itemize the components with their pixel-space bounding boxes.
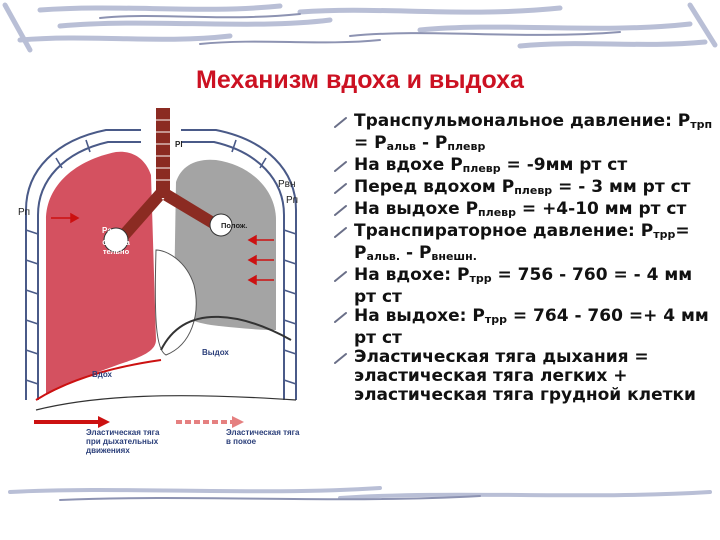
label-p-alv: Рa — [102, 226, 112, 235]
bullet-item — [334, 307, 714, 348]
label-p-vn: Рвн — [278, 179, 296, 190]
bullet-subscript: плевр — [447, 140, 486, 153]
bullet-icon — [334, 182, 348, 194]
label-vdoh: Вдох — [92, 370, 112, 379]
bullet-text: На вдохе Р — [354, 155, 463, 175]
bullet-icon — [334, 160, 348, 172]
bullet-text: На вдохе: Р — [354, 265, 470, 285]
bullet-subscript: внешн. — [431, 250, 477, 263]
bullet-text: = 756 - 760 = - 4 мм рт ст — [354, 265, 693, 307]
bullet-icon — [334, 204, 348, 216]
decorative-top-border — [0, 0, 720, 62]
bullet-text: Эластическая тяга дыхания = эластическая тяга легких + эластическая тяга грудной клетки — [354, 347, 696, 405]
bullet-subscript: трп — [690, 118, 713, 131]
bullet-icon — [334, 116, 348, 128]
slide-title: Механизм вдоха и выдоха — [196, 66, 524, 94]
bullet-icon — [334, 311, 348, 323]
bullet-text: - Р — [416, 133, 448, 153]
bullet-text: Перед вдохом Р — [354, 177, 515, 197]
legend-arrow-rest — [176, 416, 244, 428]
bullet-icon — [334, 270, 348, 282]
bullet-text: = +4-10 мм рт ст — [515, 199, 687, 219]
bullet-subscript: трр — [469, 272, 492, 285]
label-p-left: Рп — [18, 207, 31, 218]
bullet-text: Р — [677, 111, 691, 131]
bullet-text: Транспираторное давление: — [354, 221, 641, 241]
bullet-item — [334, 178, 714, 200]
decorative-bottom-border — [0, 478, 720, 540]
bullet-item — [334, 266, 714, 307]
lung-diagram — [16, 100, 316, 480]
bullet-subscript: плевр — [462, 162, 501, 175]
legend-label-resp: Эластическая тяга при дыхательных движениях — [86, 428, 160, 455]
label-otritsatelno: Отрица тельно — [102, 238, 130, 256]
bullet-text: = Р — [354, 221, 690, 263]
left-lung-inhale — [46, 152, 156, 395]
label-vydoh: Выдох — [202, 348, 229, 357]
bullet-text: = Р — [354, 133, 387, 153]
bullet-subscript: плевр — [514, 184, 553, 197]
bullet-icon — [334, 226, 348, 238]
bullet-text: На выдохе Р — [354, 199, 479, 219]
bullet-item — [334, 200, 714, 222]
bullet-text: Транспульмональное давление: — [354, 111, 678, 131]
bullet-subscript: трр — [484, 313, 507, 326]
bullet-text: = 764 - 760 =+ 4 мм рт ст — [354, 306, 709, 348]
bullet-subscript: альв — [386, 140, 417, 153]
bullet-item — [334, 156, 714, 178]
bullet-subscript: трр — [653, 228, 676, 241]
bullet-subscript: плевр — [478, 206, 516, 219]
label-p-pl-top: Pl — [175, 140, 183, 149]
lung-diagram-drawing — [16, 100, 316, 480]
bullet-text: Р — [640, 221, 654, 241]
bullet-text: - Р — [400, 243, 432, 263]
bullet-item — [334, 348, 714, 405]
bullet-text: = -9мм рт ст — [500, 155, 628, 175]
bullet-text: На выдохе: Р — [354, 306, 485, 326]
legend-arrow-resp — [34, 416, 110, 428]
bullet-list — [334, 112, 714, 405]
bullet-icon — [334, 352, 348, 364]
bullet-text: = - 3 мм рт ст — [552, 177, 691, 197]
label-polozh: Полож. — [221, 221, 248, 230]
bullet-item — [334, 112, 714, 156]
label-p-pl-right: Рп — [286, 195, 299, 206]
legend-label-rest: Эластическая тяга в покое — [226, 428, 300, 446]
diaphragm-base — [36, 396, 296, 410]
bullet-subscript: альв. — [366, 250, 401, 263]
bullet-item — [334, 222, 714, 266]
